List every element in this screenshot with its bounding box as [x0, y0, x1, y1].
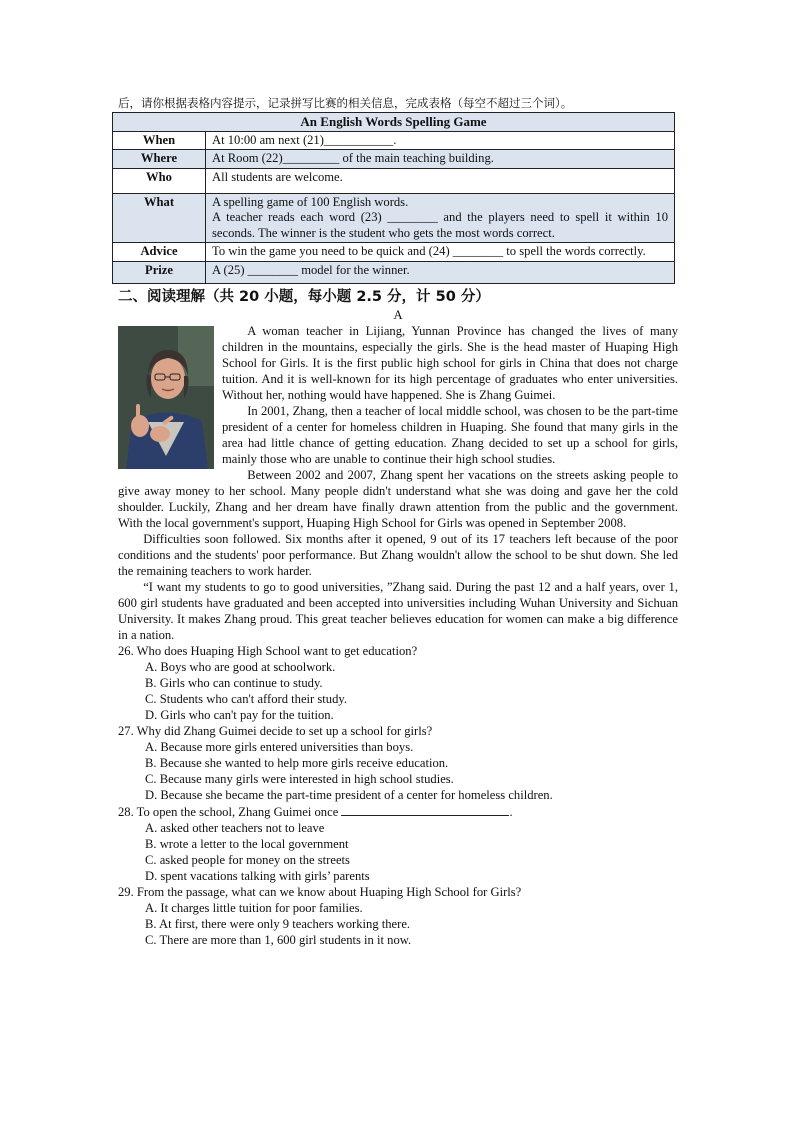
- spelling-game-table: [112, 112, 675, 284]
- question-27: [118, 723, 678, 803]
- question-stem-end: .: [509, 804, 513, 819]
- row-label-advice: Advice: [113, 243, 206, 262]
- question-stem: 29. From the passage, what can we know about Huaping High School for Girls?: [118, 884, 522, 899]
- answer-blank[interactable]: [341, 803, 509, 816]
- option-b[interactable]: B. At first, there were only 9 teachers working there.: [145, 916, 411, 931]
- paragraph-3: Between 2002 and 2007, Zhang spent her vacations on the streets asking people to give away money to her school. Many people didn't understand what she was doing and gave her the cold shoulder. Luckily, Zhang and her dream have finally drawn attention from the public and the government. With the local government's support, Huaping High School for Girls was opened in September 2008.: [118, 467, 678, 530]
- option-a[interactable]: A. asked other teachers not to leave: [145, 820, 325, 835]
- exam-page: [118, 94, 678, 948]
- row-label-where: Where: [113, 150, 206, 169]
- section-heading: 二、阅读理解（共 20 小题，每小题 2.5 分，计 50 分）: [118, 288, 490, 305]
- question-28: [118, 803, 678, 884]
- option-b[interactable]: B. wrote a letter to the local government: [145, 836, 349, 851]
- row-label-prize: Prize: [113, 261, 206, 283]
- table-row: [113, 150, 675, 169]
- option-c[interactable]: C. Students who can't afford their study.: [145, 691, 347, 706]
- question-stem: 27. Why did Zhang Guimei decide to set up a school for girls?: [118, 723, 433, 738]
- option-d[interactable]: D. spent vacations talking with girls’ parents: [145, 868, 370, 883]
- option-c[interactable]: C. asked people for money on the streets: [145, 852, 350, 867]
- paragraph-1: A woman teacher in Lijiang, Yunnan Province has changed the lives of many children in the mountains, especially the girls. She is the head master of Huaping High School for Girls. It is the first public high school for girls in China that does not charge tuition. And it is well-known for its high percentage of graduates who enter universities. Without her, nothing would have happened. She is Zhang Guimei.: [222, 323, 678, 402]
- what-line-2: A teacher reads each word (23) ________ and the players need to spell it within 10 seconds. The winner is the student who gets the most words correct.: [212, 210, 668, 240]
- table-row: [113, 193, 675, 243]
- table-row: [113, 261, 675, 283]
- option-d[interactable]: D. Girls who can't pay for the tuition.: [145, 707, 334, 722]
- table-row: [113, 168, 675, 193]
- table-row: [113, 243, 675, 262]
- question-stem-text: 28. To open the school, Zhang Guimei once: [118, 804, 339, 819]
- question-stem: 26. Who does Huaping High School want to get education?: [118, 643, 418, 658]
- row-value-who: All students are welcome.: [206, 168, 675, 193]
- row-label-what: What: [113, 193, 206, 243]
- question-stem: [118, 803, 678, 820]
- row-value-advice: To win the game you need to be quick and (24) ________ to spell the words correctly.: [206, 243, 675, 262]
- row-value-what: [206, 193, 675, 243]
- question-26: [118, 643, 678, 723]
- paragraph-5: “I want my students to go to good universities, ”Zhang said. During the past 12 and a half years, over 1, 600 girl students have graduated and been accepted into universities including Wuhan University and Sichuan University. It makes Zhang proud. This great teacher believes education for women can make a big difference in a nation.: [118, 579, 678, 642]
- question-29: [118, 884, 678, 948]
- option-a[interactable]: A. Boys who are good at schoolwork.: [145, 659, 336, 674]
- table-row: [113, 131, 675, 150]
- teacher-photo: [118, 326, 214, 469]
- what-line-1: A spelling game of 100 English words.: [212, 194, 409, 209]
- option-b[interactable]: B. Because she wanted to help more girls receive education.: [145, 755, 449, 770]
- passage-label: A: [393, 307, 403, 322]
- teacher-photo-icon: [118, 326, 214, 469]
- option-c[interactable]: C. There are more than 1, 600 girl students in it now.: [145, 932, 412, 947]
- row-value-prize: A (25) ________ model for the winner.: [206, 261, 675, 283]
- row-value-where: At Room (22)_________ of the main teaching building.: [206, 150, 675, 169]
- instruction-line: 后，请你根据表格内容提示，记录拼写比赛的相关信息，完成表格（每空不超过三个词）。: [118, 96, 573, 110]
- option-c[interactable]: C. Because many girls were interested in high school studies.: [145, 771, 454, 786]
- paragraph-4: Difficulties soon followed. Six months after it opened, 9 out of its 17 teachers left because of the poor conditions and the students' poor performance. But Zhang wouldn't allow the school to be shut down. She led the remaining teachers to work harder.: [118, 531, 678, 578]
- paragraph-2: In 2001, Zhang, then a teacher of local middle school, was chosen to be the part-time president of a center for homeless children in Huaping. She found that many girls in the area had little chance of getting education. Zhang decided to set up a school for girls, mainly those who are unable to continue their high school studies.: [222, 403, 678, 466]
- row-label-who: Who: [113, 168, 206, 193]
- option-b[interactable]: B. Girls who can continue to study.: [145, 675, 323, 690]
- option-d[interactable]: D. Because she became the part-time president of a center for homeless children.: [145, 787, 553, 802]
- option-a[interactable]: A. It charges little tuition for poor families.: [145, 900, 363, 915]
- option-a[interactable]: A. Because more girls entered universities than boys.: [145, 739, 414, 754]
- row-value-when: At 10:00 am next (21)___________.: [206, 131, 675, 150]
- row-label-when: When: [113, 131, 206, 150]
- table-title: An English Words Spelling Game: [113, 113, 675, 132]
